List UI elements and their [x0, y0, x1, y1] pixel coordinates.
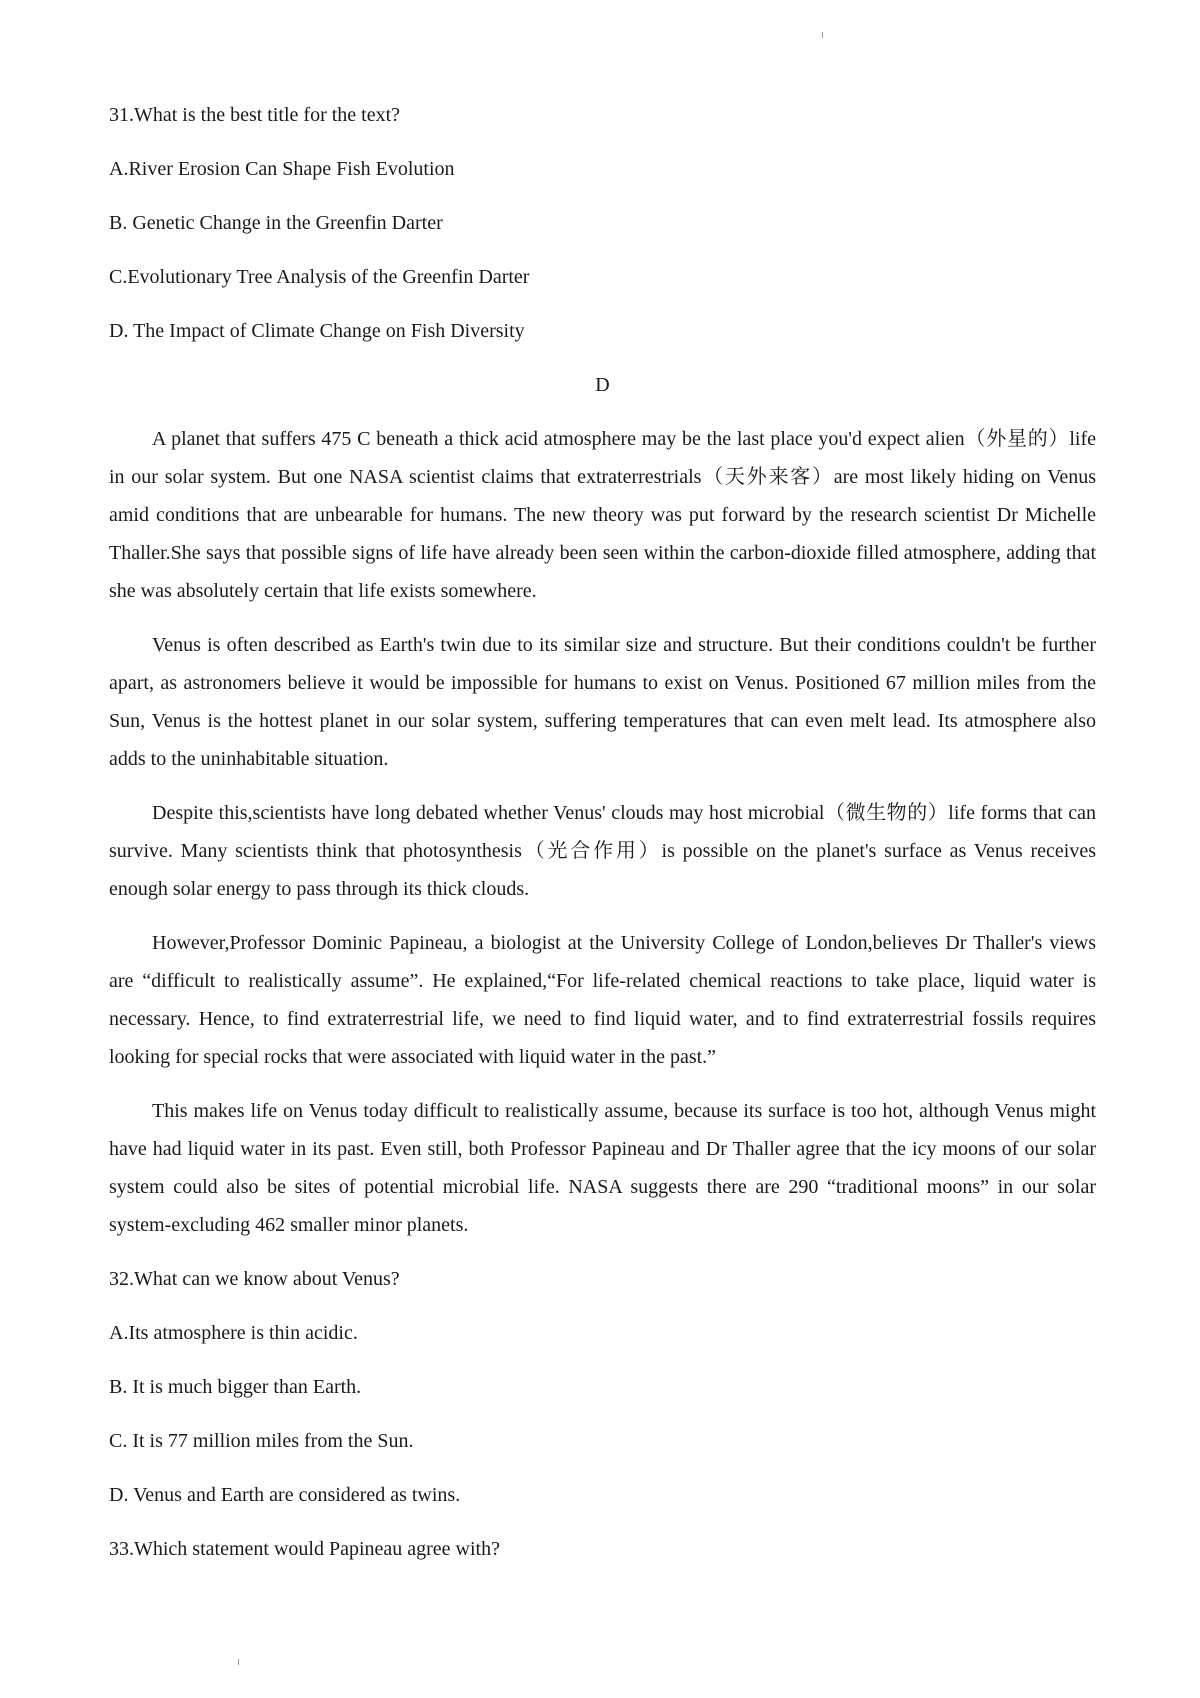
passage-paragraph-5: This makes life on Venus today difficult to realistically assume, because its surface is too hot, although Venus might have had liquid water in its past. Even still, both Professor Papineau and Dr Thaller agree that the icy moons of our solar system could also be sites of potential microbial life. NASA suggests there are 290 “traditional moons” in our solar system-excluding 462 smaller minor planets.: [109, 1100, 1096, 1236]
scan-mark-top: [822, 32, 823, 38]
question-33: [109, 1530, 1096, 1568]
question-32-option-b: B. It is much bigger than Earth.: [109, 1376, 362, 1398]
passage-paragraph-2: Venus is often described as Earth's twin due to its similar size and structure. But their conditions couldn't be further apart, as astronomers believe it would be impossible for humans to exist on Venus. Positioned 67 million miles from the Sun, Venus is the hottest planet in our solar system, suffering temperatures that can even melt lead. Its atmosphere also adds to the uninhabitable situation.: [109, 634, 1096, 770]
document-content: [109, 96, 1096, 1584]
question-31: [109, 96, 1096, 350]
reading-passage: [109, 420, 1096, 1244]
question-32: [109, 1260, 1096, 1514]
question-31-option-b: B. Genetic Change in the Greenfin Darter: [109, 212, 443, 234]
question-31-option-d: D. The Impact of Climate Change on Fish Diversity: [109, 320, 525, 342]
scan-mark-bottom: [238, 1659, 239, 1665]
question-32-stem: 32.What can we know about Venus?: [109, 1268, 400, 1290]
passage-paragraph-3: Despite this,scientists have long debated whether Venus' clouds may host microbial（微生物的）life forms that can survive. Many scientists think that photosynthesis（光合作用）is possible on the planet's surface as Venus receives enough solar energy to pass through its thick clouds.: [109, 802, 1096, 900]
question-32-option-d: D. Venus and Earth are considered as twins.: [109, 1484, 461, 1506]
question-31-option-c: C.Evolutionary Tree Analysis of the Greenfin Darter: [109, 266, 530, 288]
question-31-option-a: A.River Erosion Can Shape Fish Evolution: [109, 158, 455, 180]
passage-paragraph-4: However,Professor Dominic Papineau, a biologist at the University College of London,believes Dr Thaller's views are “difficult to realistically assume”. He explained,“For life-related chemical reactions to take place, liquid water is necessary. Hence, to find extraterrestrial life, we need to find liquid water, and to find extraterrestrial fossils requires looking for special rocks that were associated with liquid water in the past.”: [109, 932, 1096, 1068]
question-32-option-c: C. It is 77 million miles from the Sun.: [109, 1430, 414, 1452]
question-31-stem: 31.What is the best title for the text?: [109, 104, 401, 126]
section-heading-d: D: [595, 374, 610, 396]
passage-paragraph-1: A planet that suffers 475 C beneath a thick acid atmosphere may be the last place you'd expect alien（外星的）life in our solar system. But one NASA scientist claims that extraterrestrials（天外来客）are most likely hiding on Venus amid conditions that are unbearable for humans. The new theory was put forward by the research scientist Dr Michelle Thaller.She says that possible signs of life have already been seen within the carbon-dioxide filled atmosphere, adding that she was absolutely certain that life exists somewhere.: [109, 428, 1096, 602]
question-33-stem: 33.Which statement would Papineau agree with?: [109, 1538, 500, 1560]
question-32-option-a: A.Its atmosphere is thin acidic.: [109, 1322, 358, 1344]
